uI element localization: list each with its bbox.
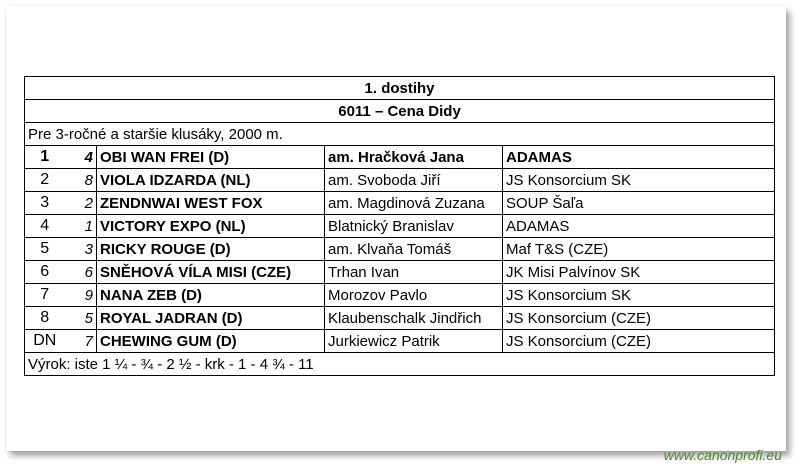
watermark-text: www.canonprofi.eu — [663, 447, 782, 463]
horse-name-cell: RICKY ROUGE (D) — [97, 238, 325, 261]
driver-name-cell: Jurkiewicz Patrik — [325, 330, 503, 353]
driver-name-cell: am. Hračková Jana — [325, 146, 503, 169]
place-cell: 2 — [25, 169, 65, 192]
start-number-cell: 5 — [65, 307, 97, 330]
table-row — [25, 169, 775, 192]
start-number-cell: 9 — [65, 284, 97, 307]
owner-name-cell: SOUP Šaľa — [503, 192, 775, 215]
place-cell: 4 — [25, 215, 65, 238]
owner-name-cell: JK Misi Palvínov SK — [503, 261, 775, 284]
table-row — [25, 192, 775, 215]
horse-name-cell: VIOLA IDZARDA (NL) — [97, 169, 325, 192]
place-cell: 5 — [25, 238, 65, 261]
owner-name-cell: ADAMAS — [503, 146, 775, 169]
horse-name-cell: ZENDNWAI WEST FOX — [97, 192, 325, 215]
table-row — [25, 284, 775, 307]
horse-name-cell: VICTORY EXPO (NL) — [97, 215, 325, 238]
table-row — [25, 261, 775, 284]
table-row — [25, 238, 775, 261]
table-row — [25, 307, 775, 330]
owner-name-cell: JS Konsorcium (CZE) — [503, 330, 775, 353]
driver-name-cell: Morozov Pavlo — [325, 284, 503, 307]
owner-name-cell: JS Konsorcium SK — [503, 169, 775, 192]
horse-name-cell: NANA ZEB (D) — [97, 284, 325, 307]
horse-name-cell: ROYAL JADRAN (D) — [97, 307, 325, 330]
place-cell: 6 — [25, 261, 65, 284]
result-margins: Výrok: iste 1 ¼ - ¾ - 2 ½ - krk - 1 - 4 ¾ - 11 — [25, 353, 775, 376]
owner-name-cell: ADAMAS — [503, 215, 775, 238]
race-conditions: Pre 3-ročné a staršie klusáky, 2000 m. — [25, 123, 775, 146]
result-margins-row — [25, 353, 775, 376]
horse-name-cell: SNĚHOVÁ VÍLA MISI (CZE) — [97, 261, 325, 284]
driver-name-cell: Blatnický Branislav — [325, 215, 503, 238]
race-results-table — [24, 76, 775, 376]
start-number-cell: 4 — [65, 146, 97, 169]
driver-name-cell: Trhan Ivan — [325, 261, 503, 284]
owner-name-cell: JS Konsorcium SK — [503, 284, 775, 307]
start-number-cell: 3 — [65, 238, 97, 261]
place-cell: 8 — [25, 307, 65, 330]
place-cell: DN — [25, 330, 65, 353]
race-title: 1. dostihy — [25, 77, 775, 100]
start-number-cell: 6 — [65, 261, 97, 284]
owner-name-cell: JS Konsorcium (CZE) — [503, 307, 775, 330]
owner-name-cell: Maf T&S (CZE) — [503, 238, 775, 261]
race-title-row — [25, 77, 775, 100]
table-row — [25, 215, 775, 238]
start-number-cell: 8 — [65, 169, 97, 192]
driver-name-cell: am. Magdinová Zuzana — [325, 192, 503, 215]
race-subtitle-row — [25, 100, 775, 123]
start-number-cell: 2 — [65, 192, 97, 215]
race-conditions-row — [25, 123, 775, 146]
driver-name-cell: am. Svoboda Jiří — [325, 169, 503, 192]
place-cell: 3 — [25, 192, 65, 215]
table-row — [25, 146, 775, 169]
start-number-cell: 7 — [65, 330, 97, 353]
start-number-cell: 1 — [65, 215, 97, 238]
table-row — [25, 330, 775, 353]
driver-name-cell: am. Klvaňa Tomáš — [325, 238, 503, 261]
horse-name-cell: OBI WAN FREI (D) — [97, 146, 325, 169]
place-cell: 7 — [25, 284, 65, 307]
driver-name-cell: Klaubenschalk Jindřich — [325, 307, 503, 330]
place-cell: 1 — [25, 146, 65, 169]
race-subtitle: 6011 – Cena Didy — [25, 100, 775, 123]
horse-name-cell: CHEWING GUM (D) — [97, 330, 325, 353]
